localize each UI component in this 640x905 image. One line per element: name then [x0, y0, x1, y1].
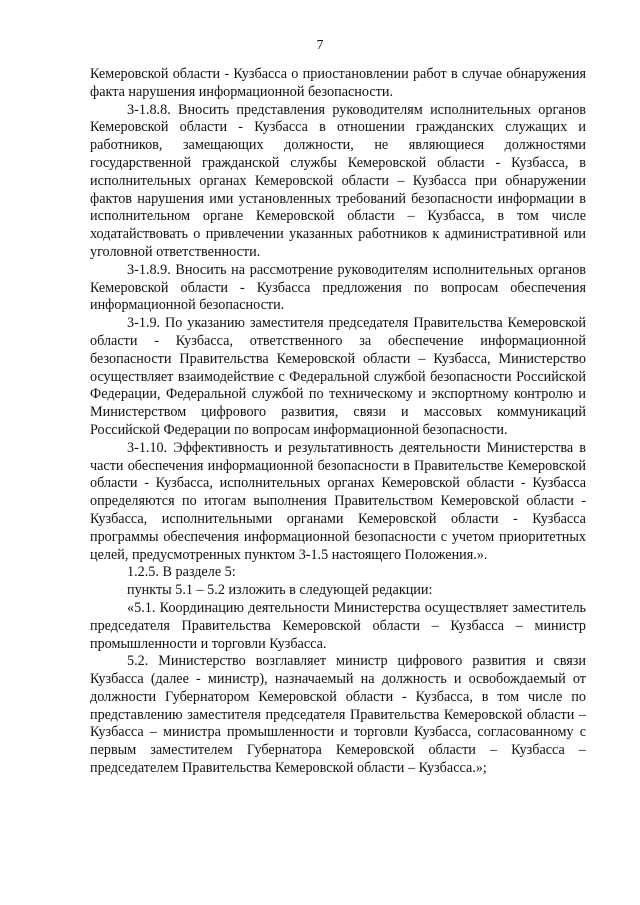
paragraph-5-1: «5.1. Координацию деятельности Министерства осуществляет заместитель председателя Правительства Кемеровской области – Кузбасса – министр промышленности и торговли Кузбасса. — [90, 599, 586, 652]
paragraph-1-2-5: 1.2.5. В разделе 5: — [127, 564, 236, 581]
paragraph-3-1-8-9: 3-1.8.9. Вносить на рассмотрение руководителям исполнительных органов Кемеровской области - Кузбасса предложения по вопросам обеспечения информационной безопасности. — [90, 261, 586, 314]
paragraph-3-1-8-8: 3-1.8.8. Вносить представления руководителям исполнительных органов Кемеровской области - Кузбасса в отношении гражданских служащих и работников, замещающих должности, не являющиеся должностями государственной гражданской службы Кемеровской области - Кузбасса, в исполнительных органах Кемеровской области – Кузбасса при обнаружении фактов нарушения ими установленных требований безопасности информации в исполнительном органе Кемеровской области – Кузбасса, в том числе ходатайствовать о привлечении указанных работников к административной или уголовной ответственности. — [90, 101, 586, 260]
page-number: 7 — [316, 38, 324, 53]
paragraph-continuation: Кемеровской области - Кузбасса о приостановлении работ в случае обнаружения факта нарушения информационной безопасности. — [90, 66, 586, 100]
paragraph-5-2: 5.2. Министерство возглавляет министр цифрового развития и связи Кузбасса (далее - министр), назначаемый на должность и освобождаемый от должности Губернатором Кемеровской области - Кузбасса, в том числе по представлению заместителя председателя Правительства Кемеровской области – Кузбасса – министра промышленности и торговли Кузбасса, согласованному с первым заместителем Губернатора Кемеровской области – Кузбасса – председателем Правительства Кемеровской области – Кузбасса.»; — [90, 653, 586, 777]
document-body — [90, 66, 586, 778]
paragraph-points-intro: пункты 5.1 – 5.2 изложить в следующей редакции: — [127, 582, 433, 599]
paragraph-3-1-9: 3-1.9. По указанию заместителя председателя Правительства Кемеровской области - Кузбасса, ответственного за обеспечение информационной безопасности Правительства Кемеровской области – Кузбасса, Министерство осуществляет взаимодействие с Федеральной службой безопасности Российской Федерации, Федеральной службой по техническому и экспортному контролю и Министерством цифрового развития, связи и массовых коммуникаций Российской Федерации по вопросам информационной безопасности. — [90, 315, 586, 438]
paragraph-3-1-10: 3-1.10. Эффективность и результативность деятельности Министерства в части обеспечения информационной безопасности в Правительстве Кемеровской области - Кузбасса, исполнительных органах Кемеровской области - Кузбасса определяются по итогам выполнения Правительством Кемеровской области - Кузбасса, исполнительными органами Кемеровской области - Кузбасса программы обеспечения информационной безопасности с учетом приоритетных целей, предусмотренных пунктом 3-1.5 настоящего Положения.». — [90, 439, 586, 563]
